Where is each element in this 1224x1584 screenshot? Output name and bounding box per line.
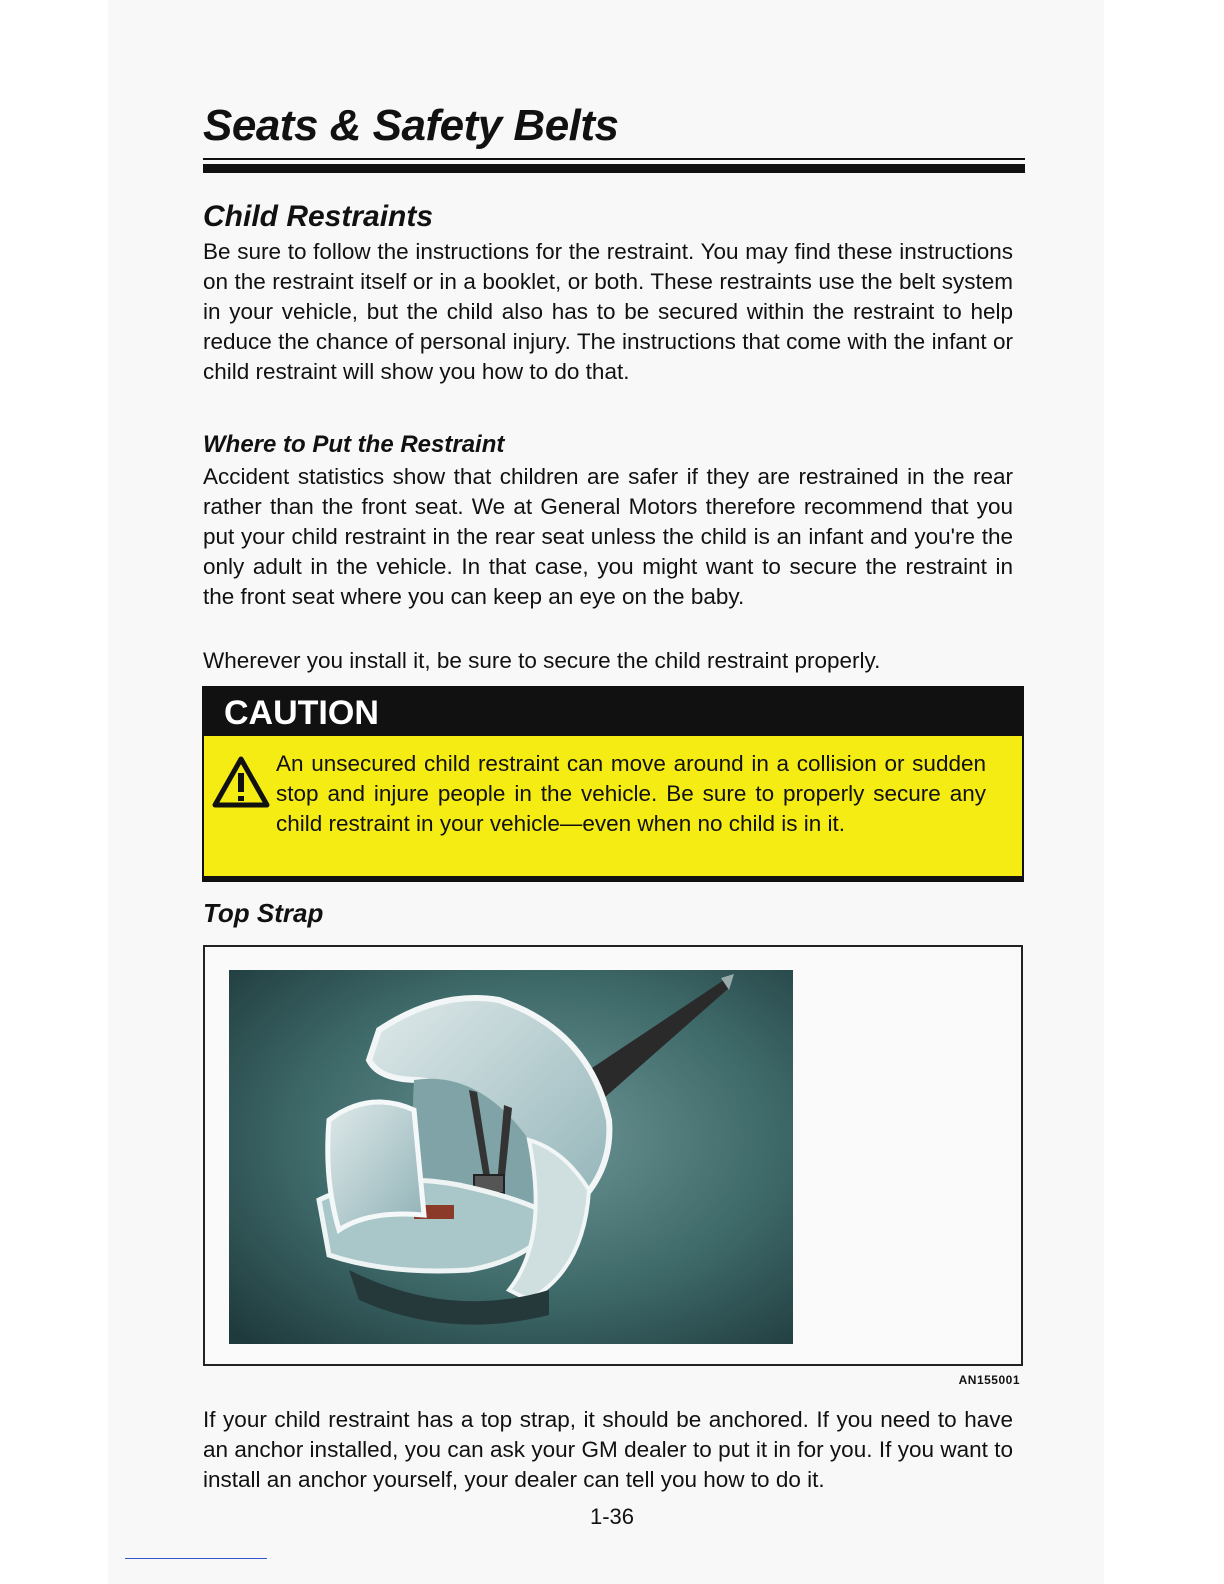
subheading-where-to-put: Where to Put the Restraint — [203, 431, 505, 458]
section-title: Child Restraints — [203, 200, 434, 233]
caution-bottom-rule — [204, 876, 1022, 880]
chapter-title: Seats & Safety Belts — [203, 101, 619, 150]
page-number: 1-36 — [589, 1504, 635, 1529]
footer-link-underline — [125, 1558, 267, 1559]
child-seat-illustration — [229, 970, 793, 1344]
paragraph-instructions: Be sure to follow the instructions for the restraint. You may find these instructions on the restraint itself or in a booklet, or both. These restraints use the belt system in your vehicle, but the child also has to be secured within the restraint to help reduce the chance of personal injury. The instructions that come with the infant or child restraint will show you how to do that. — [203, 239, 1013, 384]
caution-text: An unsecured child restraint can move around in a collision or sudden stop and injure people in the vehicle. Be sure to properly secure any child restraint in your vehicle—even when no child is in it. — [276, 751, 986, 836]
caution-label: CAUTION — [204, 688, 1022, 736]
caution-box — [202, 686, 1024, 882]
paragraph-wherever: Wherever you install it, be sure to secure the child restraint properly. — [203, 648, 881, 673]
warning-triangle-icon — [212, 756, 270, 808]
title-rule-thick — [203, 164, 1025, 173]
figure-code: AN155001 — [958, 1373, 1020, 1387]
paragraph-top-strap: If your child restraint has a top strap, it should be anchored. If you need to have an anchor installed, you can ask your GM dealer to put it in for you. If you want to install an anchor yourself, your dealer can tell you how to do it. — [203, 1407, 1013, 1492]
title-rule-thin — [203, 158, 1025, 160]
paragraph-statistics: Accident statistics show that children are safer if they are restrained in the rear rather than the front seat. We at General Motors therefore recommend that you put your child restraint in the rear seat unless the child is an infant and you're the only adult in the vehicle. In that case, you might want to secure the restraint in the front seat where you can keep an eye on the baby. — [203, 464, 1013, 609]
subheading-top-strap: Top Strap — [203, 898, 324, 928]
figure-frame — [203, 945, 1023, 1366]
